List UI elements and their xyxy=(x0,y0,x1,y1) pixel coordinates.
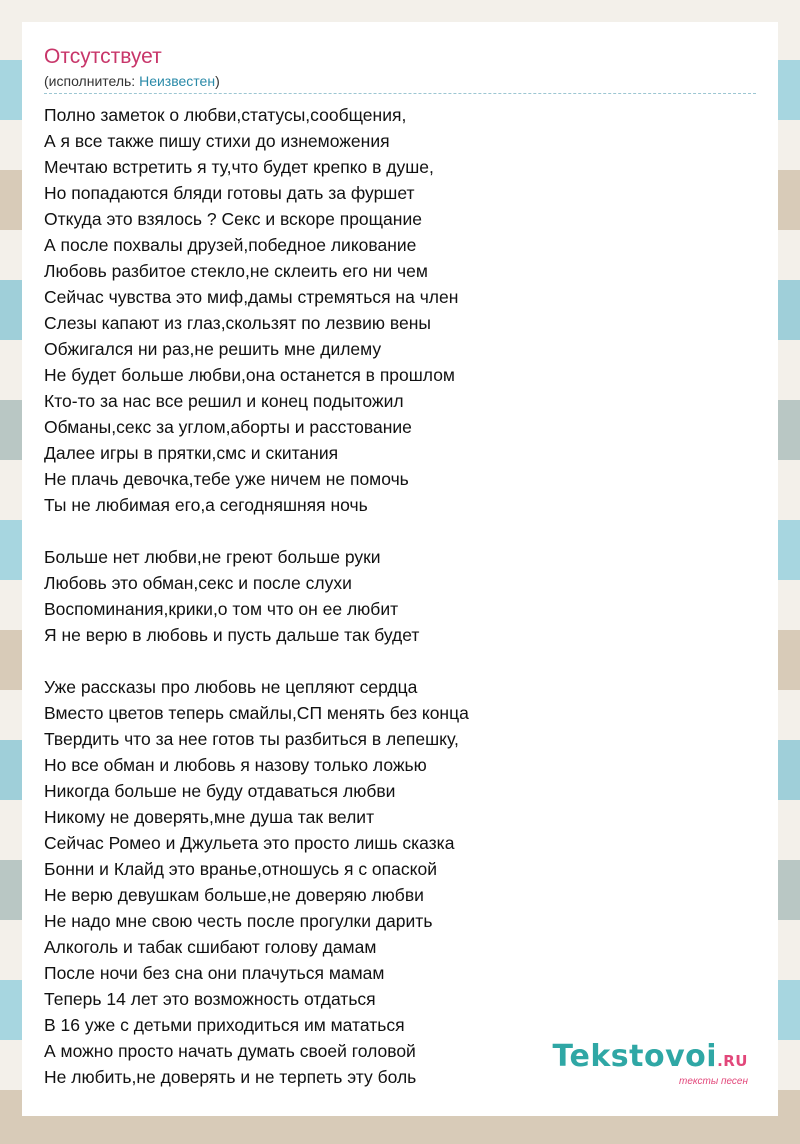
lyrics-line: Алкоголь и табак сшибают голову дамам xyxy=(44,937,377,957)
lyrics-line: Полно заметок о любви,статусы,сообщения, xyxy=(44,105,407,125)
lyrics-line: Любовь это обман,секс и после слухи xyxy=(44,573,352,593)
lyrics-line: Обманы,секс за углом,аборты и расстование xyxy=(44,417,412,437)
lyrics-line: Но попадаются бляди готовы дать за фуршет xyxy=(44,183,415,203)
lyrics-line: Обжигался ни раз,не решить мне дилему xyxy=(44,339,382,359)
artist-suffix: ) xyxy=(215,73,220,89)
lyrics-line: Не любить,не доверять и не терпеть эту боль xyxy=(44,1067,417,1087)
lyrics-line: Далее игры в прятки,смс и скитания xyxy=(44,443,339,463)
lyrics-stanza xyxy=(44,544,754,648)
artist-prefix: (исполнитель: xyxy=(44,73,140,89)
lyrics-line: Бонни и Клайд это вранье,отношусь я с опаской xyxy=(44,859,437,879)
lyrics-stanza xyxy=(44,674,754,1090)
lyrics-line: Твердить что за нее готов ты разбиться в лепешку, xyxy=(44,729,459,749)
lyrics-line: Но все обман и любовь я назову только ложью xyxy=(44,755,427,775)
lyrics-card xyxy=(22,22,778,1116)
lyrics-text xyxy=(44,102,754,1090)
lyrics-line: Ты не любимая его,а сегодняшняя ночь xyxy=(44,495,368,515)
lyrics-line: В 16 уже с детьми приходиться им мататься xyxy=(44,1015,405,1035)
lyrics-line: Не надо мне свою честь после прогулки дарить xyxy=(44,911,433,931)
logo-tld: .RU xyxy=(717,1052,748,1070)
lyrics-line: Любовь разбитое стекло,не склеить его ни чем xyxy=(44,261,428,281)
lyrics-line: Слезы капают из глаз,скользят по лезвию вены xyxy=(44,313,431,333)
lyrics-line: Не будет больше любви,она останется в прошлом xyxy=(44,365,455,385)
title-divider xyxy=(44,93,756,94)
lyrics-line: Уже рассказы про любовь не цепляют сердца xyxy=(44,677,418,697)
lyrics-line: Не плачь девочка,тебе уже ничем не помочь xyxy=(44,469,409,489)
lyrics-line: Мечтаю встретить я ту,что будет крепко в душе, xyxy=(44,157,434,177)
logo-tagline: тексты песен xyxy=(679,1076,748,1087)
lyrics-line: Не верю девушкам больше,не доверяю любви xyxy=(44,885,424,905)
lyrics-line: А можно просто начать думать своей головой xyxy=(44,1041,416,1061)
logo-name: Tekstovoi xyxy=(552,1039,718,1074)
lyrics-line: После ночи без сна они плачуться мамам xyxy=(44,963,385,983)
lyrics-line: Кто-то за нас все решил и конец подытожил xyxy=(44,391,404,411)
artist-link[interactable]: Неизвестен xyxy=(139,73,216,89)
lyrics-line: Откуда это взялось ? Секс и вскоре прощание xyxy=(44,209,422,229)
song-title: Отсутствует xyxy=(44,45,162,68)
lyrics-line: Вместо цветов теперь смайлы,СП менять без конца xyxy=(44,703,469,723)
lyrics-line: А после похвалы друзей,победное ликование xyxy=(44,235,417,255)
lyrics-line: Сейчас чувства это миф,дамы стремяться на член xyxy=(44,287,459,307)
lyrics-line: Сейчас Ромео и Джульета это просто лишь сказка xyxy=(44,833,455,853)
lyrics-line: А я все также пишу стихи до изнеможения xyxy=(44,131,390,151)
lyrics-stanza xyxy=(44,102,754,518)
artist-line xyxy=(44,72,220,90)
lyrics-line: Теперь 14 лет это возможность отдаться xyxy=(44,989,376,1009)
lyrics-line: Никому не доверять,мне душа так велит xyxy=(44,807,375,827)
lyrics-line: Я не верю в любовь и пусть дальше так будет xyxy=(44,625,420,645)
lyrics-line: Воспоминания,крики,о том что он ее любит xyxy=(44,599,399,619)
site-logo[interactable] xyxy=(552,1039,748,1088)
lyrics-line: Больше нет любви,не греют больше руки xyxy=(44,547,381,567)
lyrics-line: Никогда больше не буду отдаваться любви xyxy=(44,781,396,801)
logo-wordmark xyxy=(552,1039,748,1076)
